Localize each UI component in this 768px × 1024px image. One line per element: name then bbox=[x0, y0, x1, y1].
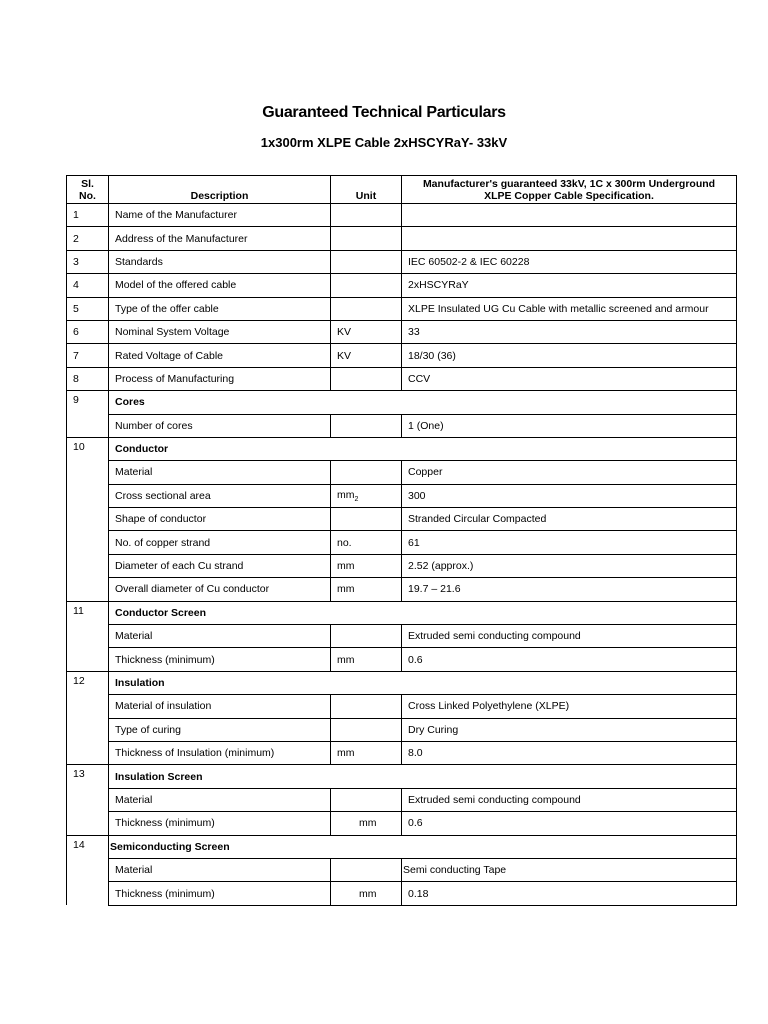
header-unit bbox=[331, 176, 402, 204]
section-item-row bbox=[67, 414, 737, 437]
section-item-row bbox=[67, 461, 737, 484]
item-description: Thickness (minimum) bbox=[109, 812, 331, 835]
table-header-row bbox=[67, 176, 737, 204]
section-title: Semiconducting Screen bbox=[109, 835, 737, 858]
section-title: Conductor bbox=[109, 437, 737, 460]
section-title: Insulation Screen bbox=[109, 765, 737, 788]
item-value: Copper bbox=[402, 461, 737, 484]
item-unit bbox=[331, 648, 402, 671]
document-title: Guaranteed Technical Particulars bbox=[262, 104, 506, 121]
row-description: Standards bbox=[109, 250, 331, 273]
row-description: Type of the offer cable bbox=[109, 297, 331, 320]
row-description: Address of the Manufacturer bbox=[109, 227, 331, 250]
item-value: 0.18 bbox=[402, 882, 737, 905]
item-unit bbox=[331, 554, 402, 577]
section-header-row bbox=[67, 601, 737, 624]
header-sl-line2: No. bbox=[79, 189, 96, 202]
row-description: Rated Voltage of Cable bbox=[109, 344, 331, 367]
item-description: Diameter of each Cu strand bbox=[109, 554, 331, 577]
item-description: Number of cores bbox=[109, 414, 331, 437]
item-value: 0.6 bbox=[402, 812, 737, 835]
section-title: Conductor Screen bbox=[109, 601, 737, 624]
row-value: 33 bbox=[402, 320, 737, 343]
section-sl-no: 11 bbox=[67, 601, 109, 671]
row-value: IEC 60502-2 & IEC 60228 bbox=[402, 250, 737, 273]
row-unit bbox=[331, 227, 402, 250]
item-unit-subscript: 2 bbox=[354, 495, 359, 503]
section-header-row bbox=[67, 437, 737, 460]
section-title: Cores bbox=[109, 391, 737, 414]
section-sl-no: 13 bbox=[67, 765, 109, 835]
section-header-row bbox=[67, 835, 737, 858]
section-item-row bbox=[67, 484, 737, 507]
section-header-row bbox=[67, 391, 737, 414]
row-value: CCV bbox=[402, 367, 737, 390]
section-item-row bbox=[67, 578, 737, 601]
header-sl-line1: Sl. bbox=[81, 177, 94, 190]
item-unit bbox=[331, 882, 402, 905]
row-description: Process of Manufacturing bbox=[109, 367, 331, 390]
item-value: Semi conducting Tape bbox=[402, 858, 737, 881]
section-item-row bbox=[67, 882, 737, 905]
row-value: 2xHSCYRaY bbox=[402, 274, 737, 297]
section-sl-no: 9 bbox=[67, 391, 109, 438]
item-unit bbox=[331, 531, 402, 554]
row-value bbox=[402, 204, 737, 227]
row-value: 18/30 (36) bbox=[402, 344, 737, 367]
item-unit bbox=[331, 578, 402, 601]
header-sl-no bbox=[67, 176, 109, 204]
item-unit bbox=[331, 508, 402, 531]
row-description: Nominal System Voltage bbox=[109, 320, 331, 343]
item-description: Material bbox=[109, 625, 331, 648]
item-unit bbox=[331, 788, 402, 811]
table-row bbox=[67, 297, 737, 320]
item-description: Thickness of Insulation (minimum) bbox=[109, 741, 331, 764]
item-description: Overall diameter of Cu conductor bbox=[109, 578, 331, 601]
item-unit bbox=[331, 414, 402, 437]
item-unit bbox=[331, 858, 402, 881]
item-unit bbox=[331, 741, 402, 764]
item-description: Cross sectional area bbox=[109, 484, 331, 507]
header-description-label: Description bbox=[190, 190, 249, 202]
item-unit-label: mm bbox=[359, 817, 377, 830]
item-unit-label: mm bbox=[337, 583, 355, 596]
item-unit bbox=[331, 812, 402, 835]
row-unit bbox=[331, 274, 402, 297]
item-unit bbox=[331, 718, 402, 741]
row-sl-no: 3 bbox=[67, 250, 109, 273]
row-sl-no: 1 bbox=[67, 204, 109, 227]
row-description: Name of the Manufacturer bbox=[109, 204, 331, 227]
item-unit-label: mm bbox=[337, 488, 355, 501]
item-value: Dry Curing bbox=[402, 718, 737, 741]
section-item-row bbox=[67, 648, 737, 671]
item-unit-label: no. bbox=[337, 536, 352, 549]
section-item-row bbox=[67, 508, 737, 531]
section-item-row bbox=[67, 554, 737, 577]
section-item-row bbox=[67, 695, 737, 718]
row-value bbox=[402, 227, 737, 250]
row-sl-no: 4 bbox=[67, 274, 109, 297]
table-row bbox=[67, 204, 737, 227]
section-item-row bbox=[67, 812, 737, 835]
table-row bbox=[67, 250, 737, 273]
table-row bbox=[67, 344, 737, 367]
item-unit-label: mm bbox=[337, 653, 355, 666]
item-description: Shape of conductor bbox=[109, 508, 331, 531]
row-unit: KV bbox=[331, 344, 402, 367]
row-description: Model of the offered cable bbox=[109, 274, 331, 297]
section-header-row bbox=[67, 765, 737, 788]
row-unit bbox=[331, 250, 402, 273]
header-specification bbox=[402, 176, 737, 204]
header-spec-line1: Manufacturer's guaranteed 33kV, 1C x 300rm Underground bbox=[422, 177, 716, 190]
item-unit bbox=[331, 695, 402, 718]
section-sl-no: 12 bbox=[67, 671, 109, 765]
header-description bbox=[109, 176, 331, 204]
section-sl-no: 10 bbox=[67, 437, 109, 601]
table-row bbox=[67, 274, 737, 297]
section-item-row bbox=[67, 625, 737, 648]
item-value: Stranded Circular Compacted bbox=[402, 508, 737, 531]
section-item-row bbox=[67, 858, 737, 881]
section-item-row bbox=[67, 531, 737, 554]
item-value: 2.52 (approx.) bbox=[402, 554, 737, 577]
row-sl-no: 8 bbox=[67, 367, 109, 390]
table-row bbox=[67, 227, 737, 250]
item-description: Thickness (minimum) bbox=[109, 882, 331, 905]
item-unit-label: mm bbox=[337, 747, 355, 760]
row-unit bbox=[331, 367, 402, 390]
row-sl-no: 2 bbox=[67, 227, 109, 250]
item-description: Material bbox=[109, 858, 331, 881]
item-description: No. of copper strand bbox=[109, 531, 331, 554]
row-sl-no: 5 bbox=[67, 297, 109, 320]
header-spec-line2: XLPE Copper Cable Specification. bbox=[484, 189, 654, 202]
row-value: XLPE Insulated UG Cu Cable with metallic screened and armour bbox=[402, 297, 737, 320]
item-value: 61 bbox=[402, 531, 737, 554]
section-sl-no: 14 bbox=[67, 835, 109, 905]
item-description: Type of curing bbox=[109, 718, 331, 741]
item-value: Extruded semi conducting compound bbox=[402, 788, 737, 811]
section-item-row bbox=[67, 718, 737, 741]
item-value: Cross Linked Polyethylene (XLPE) bbox=[402, 695, 737, 718]
row-unit: KV bbox=[331, 320, 402, 343]
row-unit bbox=[331, 204, 402, 227]
row-sl-no: 6 bbox=[67, 320, 109, 343]
item-unit-label: mm bbox=[337, 560, 355, 573]
row-unit bbox=[331, 297, 402, 320]
section-item-row bbox=[67, 788, 737, 811]
item-unit bbox=[331, 484, 402, 507]
item-unit bbox=[331, 461, 402, 484]
table-row bbox=[67, 367, 737, 390]
section-item-row bbox=[67, 741, 737, 764]
item-value: 19.7 – 21.6 bbox=[402, 578, 737, 601]
technical-particulars-table bbox=[66, 175, 737, 906]
item-value: Extruded semi conducting compound bbox=[402, 625, 737, 648]
item-value: 0.6 bbox=[402, 648, 737, 671]
item-description: Material bbox=[109, 461, 331, 484]
item-unit bbox=[331, 625, 402, 648]
item-value: 8.0 bbox=[402, 741, 737, 764]
section-title: Insulation bbox=[109, 671, 737, 694]
table-row bbox=[67, 320, 737, 343]
item-value: 300 bbox=[402, 484, 737, 507]
item-value: 1 (One) bbox=[402, 414, 737, 437]
header-unit-label: Unit bbox=[355, 190, 377, 202]
item-description: Material bbox=[109, 788, 331, 811]
item-unit-label: mm bbox=[359, 887, 377, 900]
item-description: Material of insulation bbox=[109, 695, 331, 718]
item-description: Thickness (minimum) bbox=[109, 648, 331, 671]
section-header-row bbox=[67, 671, 737, 694]
row-sl-no: 7 bbox=[67, 344, 109, 367]
document-subtitle: 1x300rm XLPE Cable 2xHSCYRaY- 33kV bbox=[260, 135, 508, 150]
